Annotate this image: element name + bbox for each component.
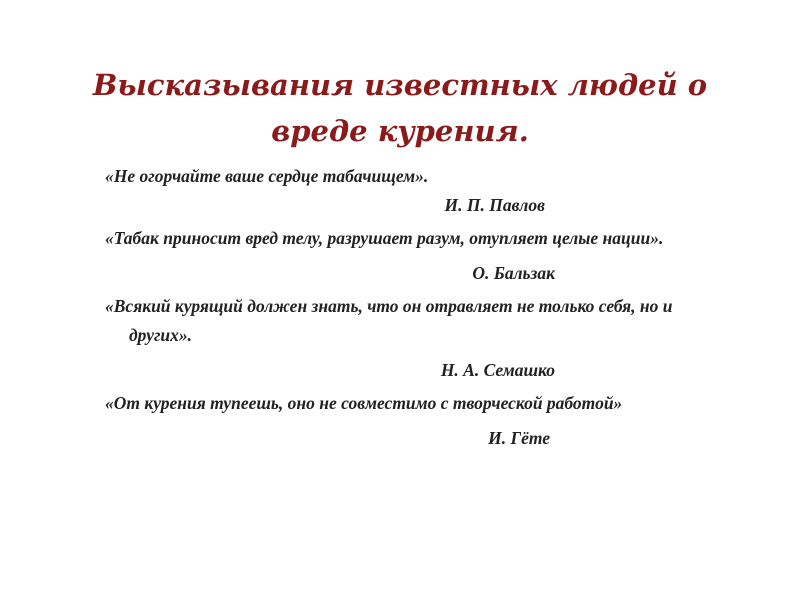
quotes-list [105,162,695,453]
quote-author: И. П. Павлов [444,195,545,215]
quote-text: «Всякий курящий должен знать, что он отравляет не только себя, но и других». [105,296,673,345]
quote-text: «Табак приносит вред телу, разрушает разум, отупляет целые нации». [105,228,664,248]
title-line-2: вреде курения. [271,114,529,148]
quote-author: И. Гёте [488,428,550,448]
quote-author: Н. А. Семашко [440,360,555,380]
page-title [0,62,800,154]
quote-author: О. Бальзак [472,263,555,283]
quote-text: «От курения тупеешь, оно не совместимо с творческой работой» [105,393,623,413]
title-line-1: Высказывания известных людей о [92,68,708,102]
quote-text: «Не огорчайте ваше сердце табачищем». [105,166,429,186]
